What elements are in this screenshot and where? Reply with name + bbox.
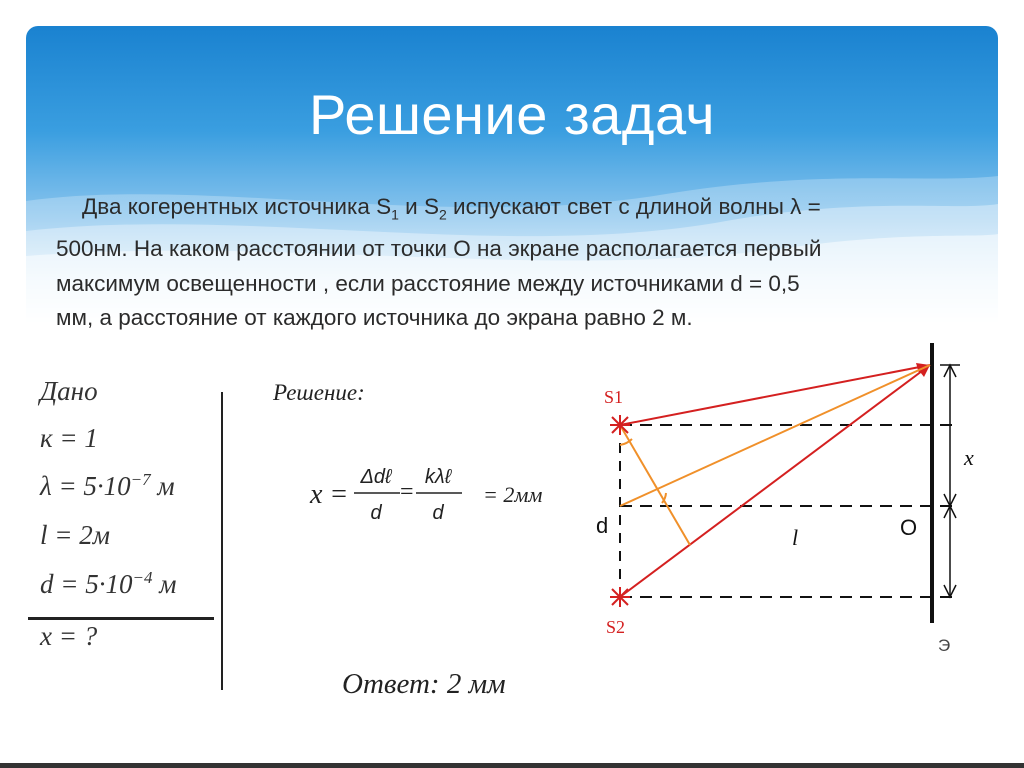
given-heading: Дано (40, 376, 98, 406)
solution-formula (300, 455, 580, 535)
frac1-den: d (370, 502, 382, 524)
given-d: $d = 5\cdot 10^{-4}$ м (40, 568, 177, 599)
frac2-den: d (432, 502, 444, 524)
ray-center (620, 365, 930, 506)
answer-text: Ответ: 2 мм (342, 668, 506, 700)
given-l: l = 2м (40, 520, 110, 550)
s2-star-icon (610, 587, 630, 607)
given-divider (221, 392, 223, 690)
label-x: x (964, 445, 974, 470)
bottom-border (0, 763, 1024, 768)
problem-line-1: Два когерентных источника $S_1$ и $S_2$ испускают свет с длиной волны λ = (82, 194, 821, 223)
label-screen: Э (938, 636, 951, 655)
label-s2: S2 (606, 617, 626, 637)
problem-statement (56, 190, 946, 336)
problem-line-4: мм, а расстояние от каждого источника до экрана равно 2 м. (56, 305, 693, 330)
formula-x: x = (310, 479, 349, 510)
interference-diagram (590, 335, 1010, 655)
frac2-num: kλℓ (424, 466, 452, 488)
problem-line-2: 500нм. На каком расстоянии от точки О на экране располагается первый (56, 236, 822, 261)
ray-s2 (620, 365, 930, 597)
formula-eq: = (400, 479, 414, 505)
path-difference-line (620, 425, 690, 545)
label-l: l (792, 525, 799, 550)
label-s1: S1 (604, 387, 624, 407)
ray-s1 (620, 365, 930, 425)
slide-title: Решение задач (308, 83, 716, 146)
given-x: x = ? (40, 621, 98, 651)
label-o: O (900, 515, 918, 540)
given-lambda: $\lambda = 5\cdot 10^{-7}$ м (40, 470, 175, 501)
given-underline (28, 617, 214, 620)
s1-star-icon (610, 415, 630, 435)
frac1-num: Δdℓ (360, 466, 392, 488)
given-k: к = 1 (40, 423, 98, 453)
problem-line-3: максимум освещенности , если расстояние между источниками d = 0,5 (56, 270, 800, 296)
label-d: d (596, 513, 609, 538)
formula-result: = 2мм (483, 482, 543, 507)
solution-heading: Решение: (273, 380, 365, 405)
